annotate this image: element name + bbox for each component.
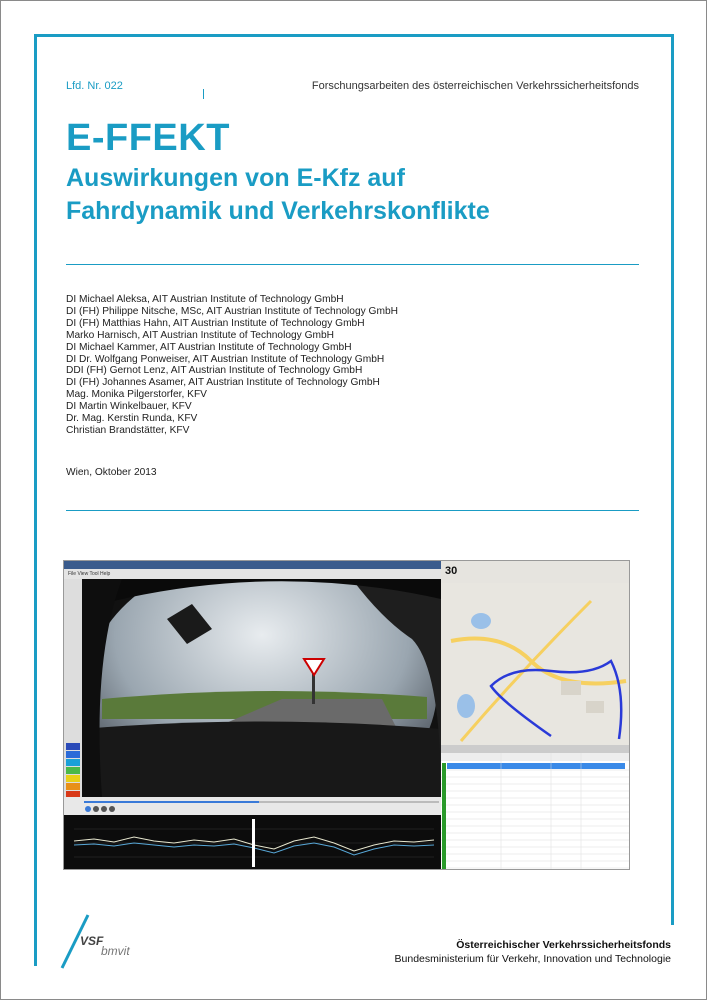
publication-date: Wien, Oktober 2013	[66, 467, 157, 478]
author: DI Dr. Wolfgang Ponweiser, AIT Austrian Institute of Technology GmbH	[66, 353, 385, 365]
author: Christian Brandstätter, KFV	[66, 424, 190, 436]
event-grid	[441, 753, 630, 870]
author-list	[66, 294, 398, 437]
subtitle-line-1: Auswirkungen von E-Kfz auf	[66, 164, 405, 192]
author: DI Martin Winkelbauer, KFV	[66, 401, 192, 413]
document-subtitle	[66, 162, 646, 228]
app-left-panel	[64, 579, 82, 809]
author: DI Michael Kammer, AIT Austrian Institute of Technology GmbH	[66, 341, 352, 353]
document-title: E-FFEKT	[66, 117, 230, 159]
timeline-bar	[64, 797, 441, 815]
color-legend	[64, 579, 82, 809]
rule-bottom	[66, 510, 639, 511]
subtitle-line-2: Fahrdynamik und Verkehrskonflikte	[66, 197, 490, 225]
cover-image	[63, 560, 630, 870]
app-menubar: File View Tool Help	[64, 569, 441, 579]
author: DDI (FH) Gernot Lenz, AIT Austrian Institute of Technology GmbH	[66, 365, 363, 377]
vsf-logo: VSF	[80, 934, 104, 948]
author: DI (FH) Philippe Nitsche, MSc, AIT Austrian Institute of Technology GmbH	[66, 305, 398, 317]
event-table	[441, 753, 630, 870]
author: Dr. Mag. Kerstin Runda, KFV	[66, 413, 198, 425]
author: DI (FH) Johannes Asamer, AIT Austrian Institute of Technology GmbH	[66, 377, 380, 389]
signal-plot	[64, 815, 441, 870]
speed-readout: 30	[445, 565, 458, 577]
lfd-number: Lfd. Nr. 022	[66, 80, 123, 92]
map-view	[441, 561, 630, 753]
app-titlebar	[64, 561, 441, 569]
author: Mag. Monika Pilgerstorfer, KFV	[66, 389, 207, 401]
bmvit-logo: bmvit	[101, 944, 130, 958]
footer-ministry: Bundesministerium für Verkehr, Innovation und Technologie	[394, 953, 671, 965]
signal-graph	[64, 815, 441, 870]
author: Marko Harnisch, AIT Austrian Institute of Technology GmbH	[66, 329, 335, 341]
footer-organization: Österreichischer Verkehrssicherheitsfonds	[456, 939, 671, 951]
header-tick	[203, 89, 204, 99]
dashcam-scene	[82, 579, 441, 797]
rule-top	[66, 264, 639, 265]
video-timeline	[64, 797, 441, 815]
author: DI (FH) Matthias Hahn, AIT Austrian Institute of Technology GmbH	[66, 317, 365, 329]
route-map	[441, 561, 630, 753]
series-title: Forschungsarbeiten des österreichischen Verkehrssicherheitsfonds	[311, 80, 639, 92]
dashcam-video	[82, 579, 441, 797]
author: DI Michael Aleksa, AIT Austrian Institute of Technology GmbH	[66, 294, 344, 305]
